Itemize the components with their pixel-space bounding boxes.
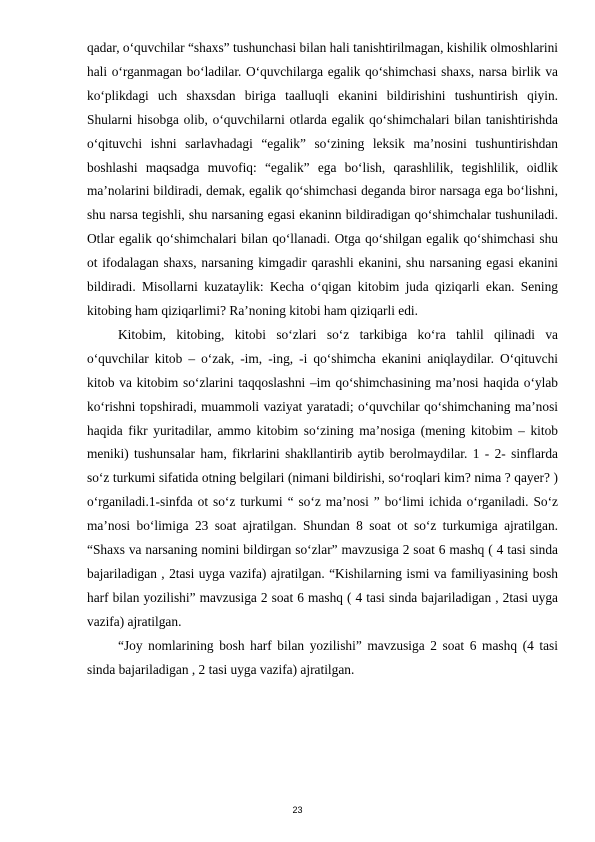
paragraph-3: “Joy nomlarining bosh harf bilan yozilishi” mavzusiga 2 soat 6 mashq (4 tasi sinda bajariladigan , 2 tasi uyga vazifa) ajratilgan. [87, 637, 558, 677]
paragraph-2: Kitobim, kitobing, kitobi so‘zlari so‘z tarkibiga ko‘ra tahlil qilinadi va o‘quvchilar kitob – o‘zak, -im, -ing, -i qo‘shimcha ekanini aniqlaydilar. O‘qituvchi kitob va kitobim so‘zlarini taqqoslashni –im qo‘shimchasining ma’nosi haqida o‘ylab ko‘rishni topshiradi, muammoli vaziyat yaratadi; o‘quvchilar qo‘shimchaning ma’nosi haqida fikr yuritadilar, ammo kitobim so‘zining ma’nosiga (mening kitobim – kitob meniki) tushunsalar ham, fikrlarini shakllantirib aytib berolmaydilar. 1 - 2- sinflarda so‘z turkumi sifatida otning belgilari (nimani bildirishi, so‘roqlari kim? nima ? qayer? ) o‘rganiladi.1-sinfda ot so‘z turkumi “ so‘z ma’nosi ” bo‘limi ichida o‘rganiladi. So‘z ma’nosi bo‘limiga 23 soat ajratilgan. Shundan 8 soat ot so‘z turkumiga ajratilgan. “Shaxs va narsaning nomini bildirgan so‘zlar” mavzusiga 2 soat 6 mashq ( 4 tasi sinda bajariladigan , 2tasi uyga vazifa) ajratilgan. “Kishilarning ismi va familiyasining bosh harf bilan yozilishi” mavzusiga 2 soat 6 mashq ( 4 tasi sinda bajariladigan , 2tasi uyga vazifa) ajratilgan. [87, 326, 558, 629]
paragraph-1: qadar, o‘quvchilar “shaxs” tushunchasi bilan hali tanishtirilmagan, kishilik olmoshlarini hali o‘rganmagan bo‘ladilar. O‘quvchilarga egalik qo‘shimchasi shaxs, narsa birlik va ko‘plikdagi uch shaxsdan biriga taalluqli ekanini bildirishini tushuntirish qiyin. Shularni hisobga olib, o‘quvchilarni otlarda egalik qo‘shimchalari bilan tanishtirishda o‘qituvchi ishni sarlavhadagi “egalik” so‘zining leksik ma’nosini tushuntirishdan boshlashi maqsadga muvofiq: “egalik” ega bo‘lish, qarashlilik, tegishlilik, oidlik ma’nolarini bildiradi, demak, egalik qo‘shimchasi deganda biror narsaga ega bo‘lishni, shu narsa tegishli, shu narsaning egasi ekaninn bildiradigan qo‘shimchalar tushuniladi. Otlar egalik qo‘shimchalari bilan qo‘llanadi. Otga qo‘shilgan egalik qo‘shimchasi shu ot ifodalagan shaxs, narsaning kimgadir qarashli ekanini, shu narsaning egasi ekanini bildiradi. Misollarni kuzataylik: Kecha o‘qigan kitobim juda qiziqarli ekan. Sening kitobing ham qiziqarlimi? Ra’noning kitobi ham qiziqarli edi. [87, 40, 559, 318]
body-text [87, 36, 558, 681]
page-number: 23 [292, 805, 303, 815]
